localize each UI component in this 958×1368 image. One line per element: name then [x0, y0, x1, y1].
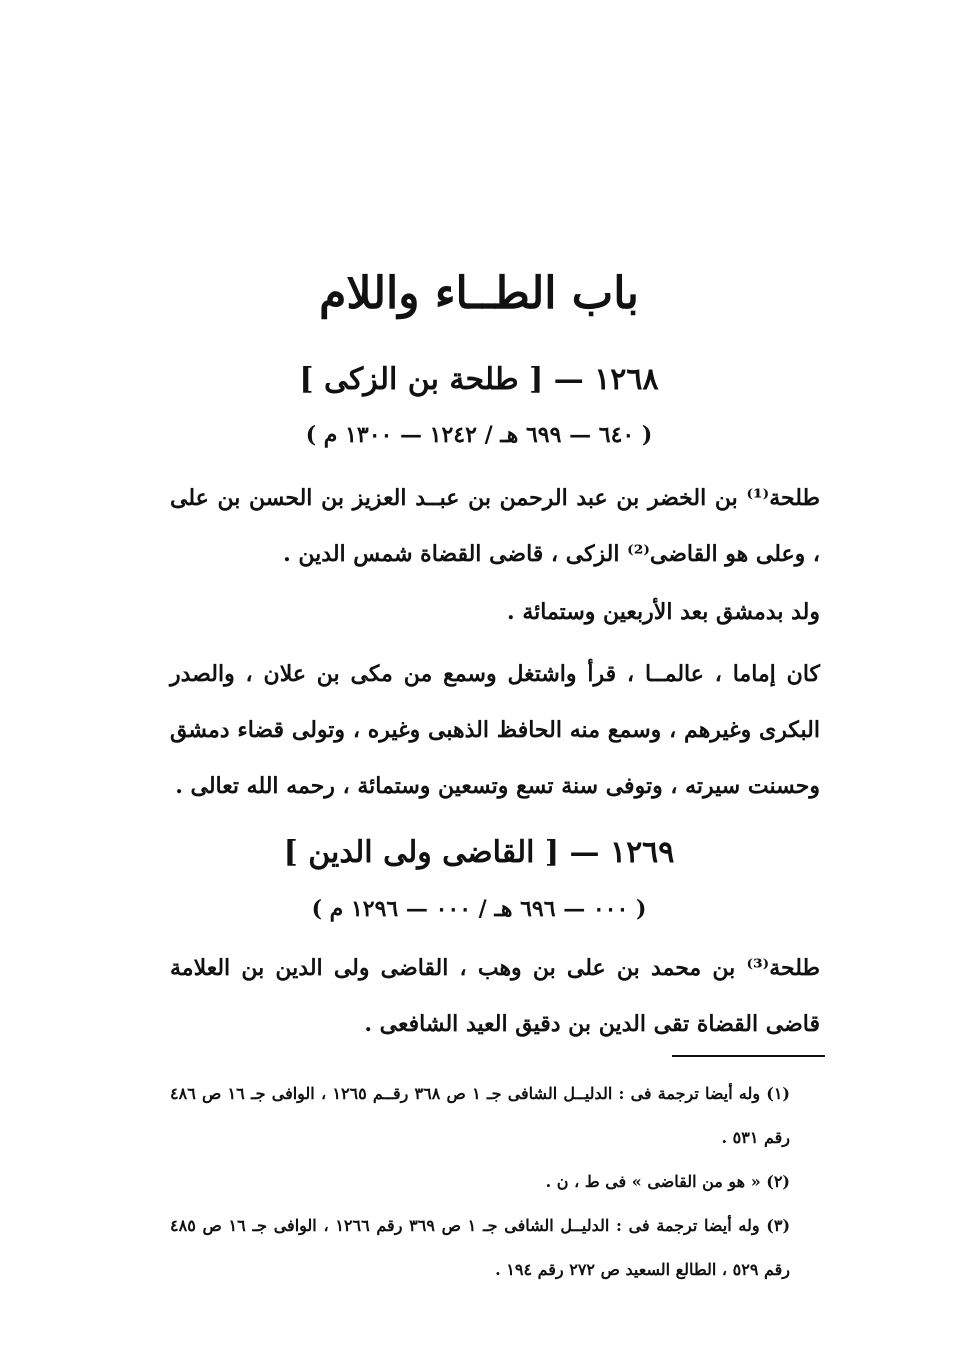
footnote-2: (٢) « هو من القاضى » فى ط ، ن . [545, 1172, 790, 1191]
footnote-separator [672, 1055, 825, 1057]
entry-1269-paragraph-lineage: طلحة⁽³⁾ بن محمد بن على بن وهب ، القاضى ولى الدين بن العلامة قاضى القضاة تقى الدين بن دقيق العيد الشافعى . [170, 955, 820, 1037]
entry-1268-paragraph-biography: كان إماما ، عالمــا ، قرأ واشتغل وسمع من مكى بن علان ، والصدر البكرى وغيرهم ، وسمع منه الحافظ الذهبى وغيره ، وتولى قضاء دمشق وحسنت سيرته ، وتوفى سنة تسع وتسعين وستمائة ، رحمه الله تعالى . [170, 661, 820, 799]
footnote-3: (٣) وله أيضا ترجمة فى : الدليــل الشافى جـ ١ ص ٣٦٩ رقم ١٢٦٦ ، الوافى جـ ١٦ ص ٤٨٥ رقم ٥٢٩ ، الطالع السعيد ص ٢٧٢ رقم ١٩٤ . [170, 1216, 791, 1279]
entry-1268-paragraph-birth: ولد بدمشق بعد الأربعين وستمائة . [507, 599, 820, 625]
entry-dates-1268: ( ٦٤٠ — ٦٩٩ هـ / ١٢٤٢ — ١٣٠٠ م ) [305, 422, 653, 448]
entry-heading-1269: ١٢٦٩ — [ القاضى ولى الدين ] [283, 835, 675, 870]
footnote-1: (١) وله أيضا ترجمة فى : الدليــل الشافى جـ ١ ص ٣٦٨ رقــم ١٢٦٥ ، الوافى جـ ١٦ ص ٤٨٦ رقم ٥٣١ . [170, 1084, 790, 1147]
entry-heading-1268: ١٢٦٨ — [ طلحة بن الزكى ] [299, 362, 659, 397]
chapter-title: باب الطــاء واللام [319, 268, 639, 319]
entry-dates-1269: ( ٠٠٠ — ٦٩٦ هـ / ٠٠٠ — ١٢٩٦ م ) [311, 896, 647, 922]
entry-1268-paragraph-lineage: طلحة⁽¹⁾ بن الخضر بن عبد الرحمن بن عبــد العزيز بن الحسن بن على ، وعلى هو القاضى⁽²⁾ الزكى ، قاضى القضاة شمس الدين . [170, 485, 820, 567]
